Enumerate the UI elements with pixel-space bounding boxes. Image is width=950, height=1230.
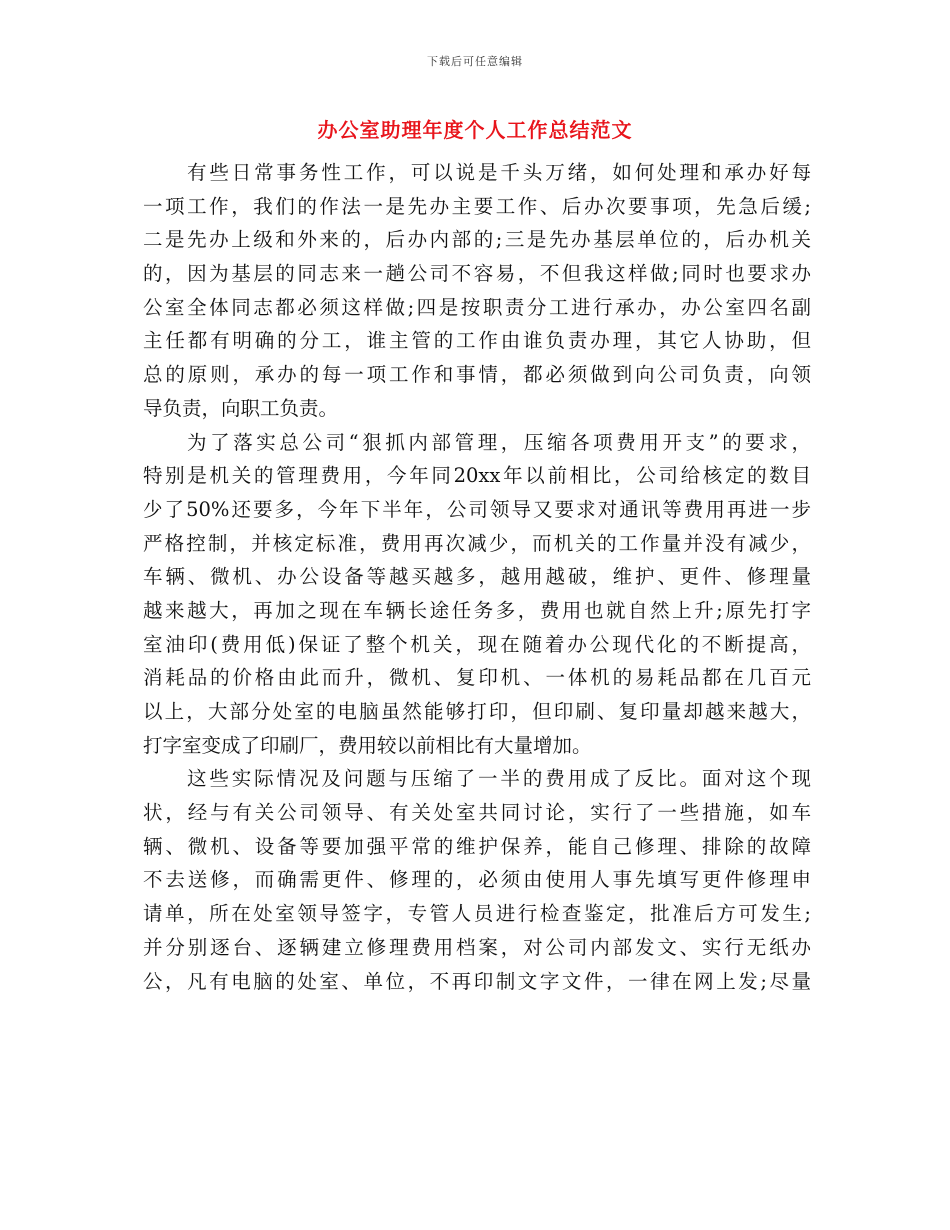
text-line: 有些日常事务性工作，可以说是千头万绪，如何处理和承办好每: [187, 161, 811, 184]
text-line: 公室全体同志都必须这样做;四是按职责分工进行承办，办公室四名副: [143, 295, 811, 319]
text-line: 为了落实总公司“狠抓内部管理，压缩各项费用开支”的要求，: [187, 430, 811, 454]
text-line: 请单，所在处室领导签字，专管人员进行检查鉴定，批准后方可发生;: [143, 902, 811, 926]
text-line: 越来越大，再加之现在车辆长途任务多，费用也就自然上升;原先打字: [143, 598, 811, 622]
text-line: 的，因为基层的同志来一趟公司不容易，不但我这样做;同时也要求办: [143, 262, 811, 286]
text-line: 严格控制，并核定标准，费用再次减少，而机关的工作量并没有减少，: [143, 531, 811, 555]
text-line: 辆、微机、设备等要加强平常的维护保养，能自己修理、排除的故障: [143, 834, 811, 858]
text-line: 不去送修，而确需更件、修理的，必须由使用人事先填写更件修理申: [143, 868, 811, 892]
text-line: 这些实际情况及问题与压缩了一半的费用成了反比。面对这个现: [187, 767, 811, 791]
paragraph-2: [143, 426, 811, 763]
text-line: 并分别逐台、逐辆建立修理费用档案，对公司内部发文、实行无纸办: [143, 935, 811, 959]
text-line: 总的原则，承办的每一项工作和事情，都必须做到向公司负责，向领: [143, 363, 811, 387]
text-line: 消耗品的价格由此而升，微机、复印机、一体机的易耗品都在几百元: [143, 666, 811, 690]
text-line: 以上，大部分处室的电脑虽然能够打印，但印刷、复印量却越来越大，: [143, 700, 811, 723]
text-line: 车辆、微机、办公设备等越买越多，越用越破，维护、更件、修理量: [143, 565, 811, 589]
text-line: 打字室变成了印刷厂，费用较以前相比有大量增加。: [143, 733, 592, 757]
text-line: 导负责，向职工负责。: [143, 396, 339, 420]
text-line: 室油印(费用低)保证了整个机关，现在随着办公现代化的不断提高，: [143, 632, 811, 656]
document-title: 办公室助理年度个人工作总结范文: [317, 118, 633, 142]
paragraph-3: [143, 762, 811, 998]
header-note: 下载后可任意编辑: [427, 55, 523, 68]
text-line: 一项工作，我们的作法一是先办主要工作、后办次要事项，先急后缓;: [143, 194, 811, 218]
document-body: [143, 156, 811, 998]
paragraph-1: [143, 156, 811, 426]
text-line: 状，经与有关公司领导、有关处室共同讨论，实行了一些措施，如车: [143, 801, 811, 825]
text-line: 公，凡有电脑的处室、单位，不再印制文字文件，一律在网上发;尽量: [143, 969, 811, 993]
text-line: 少了50%还要多，今年下半年，公司领导又要求对通讯等费用再进一步: [143, 497, 811, 521]
text-line: 特别是机关的管理费用，今年同20xx年以前相比，公司给核定的数目: [143, 464, 811, 488]
text-line: 主任都有明确的分工，谁主管的工作由谁负责办理，其它人协助，但: [143, 329, 811, 353]
text-line: 二是先办上级和外来的，后办内部的;三是先办基层单位的，后办机关: [143, 228, 811, 252]
